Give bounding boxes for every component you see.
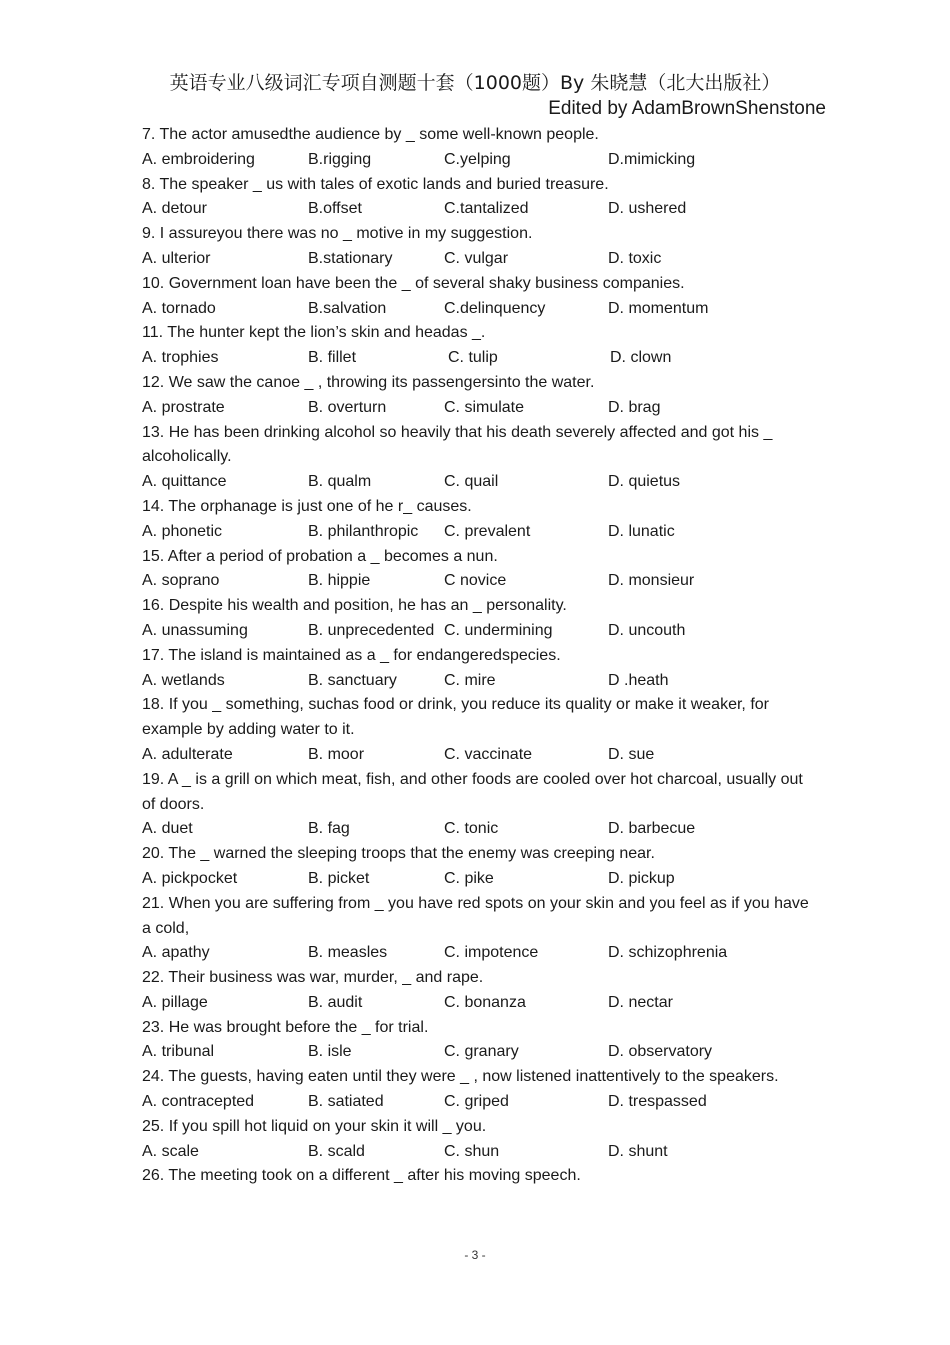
question-list [142, 123, 812, 1189]
answer-option-c: C. bonanza [444, 993, 526, 1011]
answer-option-a: A. tornado [142, 299, 216, 317]
question-text: 13. He has been drinking alcohol so heavily that his death severely affected and got his _ alcoholically. [142, 423, 773, 466]
question-text: 22. Their business was war, murder, _ and rape. [142, 969, 484, 987]
answer-option-b: B. hippie [308, 572, 371, 590]
answer-option-b: B. qualm [308, 473, 372, 491]
question-text: 8. The speaker _ us with tales of exotic lands and buried treasure. [142, 175, 609, 193]
question-text: 19. A _ is a grill on which meat, fish, and other foods are cooled over hot charcoal, usually out of doors. [142, 770, 803, 813]
answer-option-b: B.stationary [308, 249, 393, 267]
answer-option-b: B.offset [308, 200, 362, 218]
answer-option-c: C. quail [444, 473, 499, 491]
question-text: 12. We saw the canoe _ , throwing its passengersinto the water. [142, 373, 595, 391]
answer-option-c: C. impotence [444, 944, 539, 962]
answer-options [142, 569, 812, 594]
answer-option-d: D. toxic [608, 249, 662, 267]
answer-option-a: A. soprano [142, 572, 220, 590]
answer-option-b: B. measles [308, 944, 388, 962]
question-text: 21. When you are suffering from _ you have red spots on your skin and you feel as if you have a cold, [142, 894, 809, 937]
question-text: 17. The island is maintained as a _ for endangeredspecies. [142, 646, 561, 664]
answer-option-a: A. pillage [142, 993, 208, 1011]
answer-options [142, 941, 812, 966]
question-text: 18. If you _ something, suchas food or drink, you reduce its quality or make it weaker, for example by adding water to it. [142, 696, 769, 739]
answer-options [142, 669, 812, 694]
answer-option-c: C. granary [444, 1043, 519, 1061]
answer-options [142, 297, 812, 322]
answer-option-b: B. philanthropic [308, 522, 419, 540]
answer-option-c: C novice [444, 572, 507, 590]
answer-options [142, 743, 812, 768]
answer-option-d: D. monsieur [608, 572, 695, 590]
answer-option-c: C. pike [444, 869, 494, 887]
answer-options [142, 1040, 812, 1065]
page-header-title: 英语专业八级词汇专项自测题十套（1000题）By 朱晓慧（北大出版社） [169, 72, 781, 94]
question-text: 23. He was brought before the _ for trial. [142, 1018, 429, 1036]
page-number: - 3 - [464, 1248, 486, 1262]
answer-option-b: B. satiated [308, 1093, 384, 1111]
answer-option-b: B.salvation [308, 299, 387, 317]
answer-option-c: C. mire [444, 671, 496, 689]
answer-option-b: B. moor [308, 745, 365, 763]
answer-option-d: D. shunt [608, 1142, 668, 1160]
answer-option-b: B. audit [308, 993, 363, 1011]
answer-option-d: D. nectar [608, 993, 673, 1011]
answer-options [142, 1140, 812, 1165]
answer-option-b: B. unprecedented [308, 621, 435, 639]
answer-option-c: C. griped [444, 1093, 509, 1111]
question-text: 15. After a period of probation a _ becomes a nun. [142, 547, 498, 565]
answer-option-c: C. prevalent [444, 522, 531, 540]
answer-option-c: C. vulgar [444, 249, 509, 267]
answer-option-d: D. trespassed [608, 1093, 707, 1111]
question-text: 25. If you spill hot liquid on your skin it will _ you. [142, 1117, 487, 1135]
answer-option-d: D. clown [610, 349, 672, 367]
answer-option-d: D. quietus [608, 473, 681, 491]
answer-option-c: C.yelping [444, 150, 511, 168]
answer-option-a: A. embroidering [142, 150, 255, 168]
answer-option-c: C. simulate [444, 398, 525, 416]
question-text: 20. The _ warned the sleeping troops that the enemy was creeping near. [142, 845, 655, 863]
question-text: 10. Government loan have been the _ of several shaky business companies. [142, 274, 685, 292]
answer-option-d: D. lunatic [608, 522, 675, 540]
answer-option-c: C. tonic [444, 820, 499, 838]
answer-option-c: C. shun [444, 1142, 500, 1160]
answer-option-b: B.rigging [308, 150, 372, 168]
answer-option-d: D. sue [608, 745, 655, 763]
answer-option-b: B. fillet [308, 349, 357, 367]
answer-option-d: D. schizophrenia [608, 944, 728, 962]
answer-option-c: C.tantalized [444, 200, 529, 218]
answer-option-b: B. overturn [308, 398, 387, 416]
answer-options [142, 867, 812, 892]
answer-option-d: D .heath [608, 671, 669, 689]
answer-option-d: D. observatory [608, 1043, 713, 1061]
answer-options [142, 197, 812, 222]
answer-option-b: B. picket [308, 869, 370, 887]
answer-option-c: C. undermining [444, 621, 553, 639]
page-header-editor: Edited by AdamBrownShenstone [548, 98, 826, 119]
question-text: 14. The orphanage is just one of he r_ causes. [142, 497, 472, 515]
answer-options [142, 817, 812, 842]
question-text: 9. I assureyou there was no _ motive in my suggestion. [142, 225, 533, 243]
question-text: 26. The meeting took on a different _ after his moving speech. [142, 1167, 581, 1185]
answer-option-c: C. tulip [448, 349, 498, 367]
answer-options [142, 991, 812, 1016]
answer-option-c: C. vaccinate [444, 745, 533, 763]
answer-option-a: A. adulterate [142, 745, 233, 763]
answer-option-a: A. contracepted [142, 1093, 255, 1111]
answer-options [142, 247, 812, 272]
answer-option-d: D. uncouth [608, 621, 686, 639]
answer-option-b: B. isle [308, 1043, 352, 1061]
answer-option-a: A. tribunal [142, 1043, 215, 1061]
answer-option-b: B. sanctuary [308, 671, 397, 689]
answer-option-d: D. pickup [608, 869, 675, 887]
answer-option-d: D.mimicking [608, 150, 696, 168]
answer-option-a: A. scale [142, 1142, 199, 1160]
answer-options [142, 396, 812, 421]
answer-options [142, 346, 812, 371]
answer-option-a: A. duet [142, 820, 193, 838]
answer-option-d: D. brag [608, 398, 661, 416]
answer-option-a: A. phonetic [142, 522, 223, 540]
answer-option-a: A. ulterior [142, 249, 211, 267]
question-text: 7. The actor amusedthe audience by _ some well-known people. [142, 126, 599, 143]
answer-option-a: A. detour [142, 200, 207, 218]
answer-option-d: D. barbecue [608, 820, 696, 838]
answer-option-a: A. trophies [142, 349, 219, 367]
answer-options [142, 619, 812, 644]
answer-option-c: C.delinquency [444, 299, 546, 317]
answer-option-a: A. prostrate [142, 398, 225, 416]
question-text: 16. Despite his wealth and position, he has an _ personality. [142, 597, 567, 615]
answer-options [142, 148, 812, 173]
answer-option-a: A. pickpocket [142, 869, 238, 887]
answer-options [142, 520, 812, 545]
answer-options [142, 470, 812, 495]
question-text: 11. The hunter kept the lion’s skin and headas _. [142, 324, 486, 342]
answer-options [142, 1090, 812, 1115]
answer-option-a: A. unassuming [142, 621, 248, 639]
answer-option-d: D. momentum [608, 299, 709, 317]
answer-option-a: A. apathy [142, 944, 210, 962]
answer-option-a: A. quittance [142, 473, 227, 491]
answer-option-a: A. wetlands [142, 671, 225, 689]
question-text: 24. The guests, having eaten until they were _ , now listened inattentively to the speakers. [142, 1068, 779, 1086]
answer-option-b: B. scald [308, 1142, 365, 1160]
answer-option-b: B. fag [308, 820, 350, 838]
answer-option-d: D. ushered [608, 200, 687, 218]
